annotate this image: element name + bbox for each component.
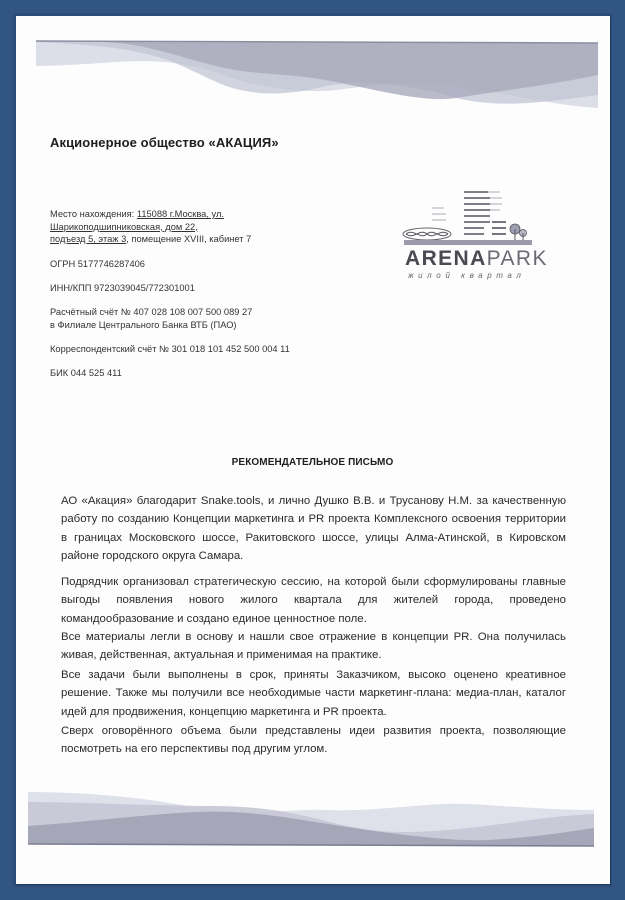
address-room: , помещение XVIII, кабинет 7 xyxy=(126,234,252,244)
correspondent-account: Корреспондентский счёт № 301 018 101 452 500 004 11 xyxy=(50,344,290,354)
paragraph-1: АО «Акация» благодарит Snake.tools, и лично Душко В.В. и Трусанову Н.М. за качественную работу по созданию Концепции маркетинга и PR проекта Комплексного освоения территории в границах Московского шоссе, Ракитовского шоссе, улицы Алма-Атинской, в Кировском районе городского округа Самара. xyxy=(61,495,566,563)
bik: БИК 044 525 411 xyxy=(50,368,122,378)
paragraph-2: Подрядчик организовал стратегическую сессию, на которой были сформулированы главные выгоды появления нового жилого квартала для жителей города, проведено командообразование и создано единое ценностное поле. xyxy=(61,576,566,625)
bank-name: в Филиале Центрального Банка ВТБ (ПАО) xyxy=(50,319,237,330)
address-line-2 xyxy=(50,221,251,234)
bank-account xyxy=(50,306,252,331)
company-name: Акционерное общество «АКАЦИЯ» xyxy=(50,135,279,150)
arenapark-building-icon xyxy=(392,178,542,246)
address-street-house: Шарикоподшипниковская, дом 22, xyxy=(50,221,198,232)
paragraph-4: Все задачи были выполнены в срок, приняты Заказчиком, высоко оценено креативное решение. Также мы получили все необходимые части маркетинг-плана: медиа-план, каталог идей для продвижения, концепцию маркетинга и PR проекта. xyxy=(61,669,566,718)
logo-word-park: PARK xyxy=(486,247,548,270)
address-label: Место нахождения: xyxy=(50,209,137,219)
footer-wave-decoration xyxy=(28,788,594,848)
letter-title: РЕКОМЕНДАТЕЛЬНОЕ ПИСЬМО xyxy=(231,457,394,468)
paragraph-3: Все материалы легли в основу и нашли свое отражение в концепции PR. Она получилась живая, действенная, актуальная и применимая на практике. xyxy=(61,631,566,662)
inn-kpp: ИНН/КПП 9723039045/772301001 xyxy=(50,283,195,293)
address-line-1 xyxy=(50,208,251,221)
paragraph-5: Сверх оговорённого объема были представлены идеи развития проекта, позволяющие посмотреть на его перспективы под другим углом. xyxy=(61,725,566,756)
logo-word-arena: ARENA xyxy=(405,247,487,270)
company-address xyxy=(50,208,251,246)
bank-account-number: Расчётный счёт № 407 028 108 007 500 089 27 xyxy=(50,307,253,317)
header-wave-decoration xyxy=(36,38,598,108)
logo-wordmark xyxy=(405,247,548,271)
address-line-3 xyxy=(50,233,251,246)
ogrn: ОГРН 5177746287406 xyxy=(50,259,145,269)
arenapark-logo xyxy=(392,178,548,280)
logo-subtitle: жилой квартал xyxy=(408,271,526,280)
address-city-street: 115088 г.Москва, ул. xyxy=(136,209,224,219)
address-entrance-floor: подъезд 5, этаж 3 xyxy=(50,234,127,244)
